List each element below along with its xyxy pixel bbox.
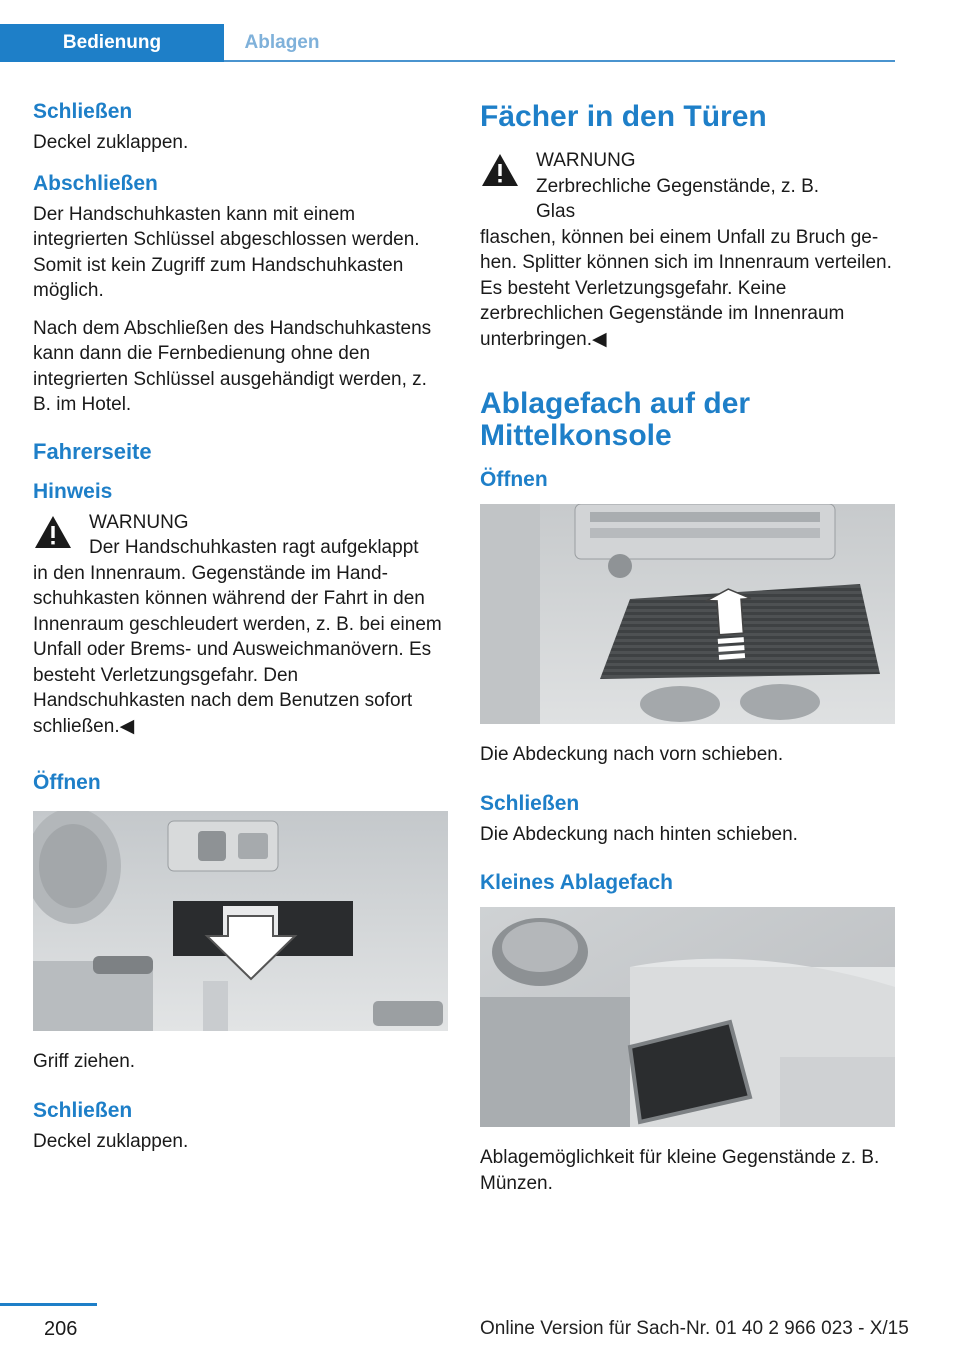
photo-glovebox-handle: [33, 811, 448, 1031]
heading-fahrerseite: Fahrerseite: [33, 438, 152, 464]
caption-griff-ziehen: Griff ziehen.: [33, 1051, 136, 1072]
photo-small-storage: [480, 907, 895, 1127]
right-column: [480, 100, 895, 1208]
tab-ablagen[interactable]: Ablagen: [244, 32, 320, 53]
warning-box-right: [480, 148, 895, 352]
heading-ablagefach-mittelkonsole: Ablagefach auf der Mittelkonsole: [480, 387, 751, 452]
paragraph-abschliessen-1: Der Handschuhkasten kann mit einem integrierten Schlüssel abgeschlossen werden. Somit ist kein Zugriff zum Handschuhkasten möglich.: [33, 203, 420, 301]
warning-label: WARNUNG: [536, 150, 636, 171]
warning-triangle-icon: [480, 152, 520, 188]
heading-kleines-ablagefach: Kleines Ablagefach: [480, 871, 673, 894]
warning-text-rest: flaschen, können bei einem Unfall zu Bruch gehen. Splitter können sich im Innenraum verteilen. Es besteht Verletzungsgefahr. Keine zerbrechlichen Gegenstände im Innenraum unterbringen.◀: [480, 226, 892, 350]
page-number: 206: [44, 1318, 78, 1340]
heading-oeffnen-left: Öffnen: [33, 771, 101, 794]
heading-abschliessen: Abschließen: [33, 171, 158, 195]
text-abdeckung-hinten: Die Abdeckung nach hinten schieben.: [480, 823, 798, 845]
caption-abdeckung-vorn: Die Abdeckung nach vorn schieben.: [480, 744, 784, 765]
heading-oeffnen-right: Öffnen: [480, 468, 548, 491]
warning-text-first: Der Handschuhkasten ragt aufgeklappt: [89, 537, 419, 558]
caption-kleine-gegenstaende: Ablagemöglichkeit für kleine Gegenstände z. B. Münzen.: [480, 1147, 880, 1194]
heading-hinweis: Hinweis: [33, 479, 113, 503]
tab-underline: [224, 60, 895, 62]
chapter-tabbar: [0, 24, 895, 62]
warning-triangle-icon: [33, 514, 73, 550]
footer-online-version: Online Version für Sach-Nr. 01 40 2 966 023 - X/15: [480, 1318, 909, 1339]
heading-schliessen-2: Schließen: [33, 1098, 133, 1122]
left-column: [33, 98, 448, 1166]
heading-schliessen-right: Schließen: [480, 791, 580, 815]
text-deckel-zuklappen: Deckel zuklappen.: [33, 132, 189, 153]
text-deckel-zuklappen-2: Deckel zuklappen.: [33, 1130, 189, 1152]
warning-box-left: [33, 510, 448, 740]
heading-faecher-tueren: Fächer in den Türen: [480, 100, 767, 133]
warning-text-first: Zerbrechliche Gegenstände, z. B. Glas: [536, 175, 820, 222]
warning-text-rest: in den Innenraum. Gegenstände im Handschuhkasten können während der Fahrt in den Innenraum geschleudert werden, z. B. bei einem Unfall oder Brems- und Ausweichmanövern. Es besteht Verletzungsgefahr. Den Handschuhkasten nach dem Benutzen sofort schließen.◀: [33, 562, 442, 737]
footer-accent-line: [0, 1303, 97, 1306]
heading-schliessen: Schließen: [33, 100, 133, 123]
paragraph-abschliessen-2: Nach dem Abschließen des Handschuhkastens kann dann die Fernbedienung ohne den integrierten Schlüssel ausgehändigt werden, z. B. im Hotel.: [33, 317, 432, 415]
tab-bedienung[interactable]: Bedienung: [0, 24, 224, 62]
warning-label: WARNUNG: [89, 511, 189, 533]
photo-center-console-cover: [480, 504, 895, 724]
